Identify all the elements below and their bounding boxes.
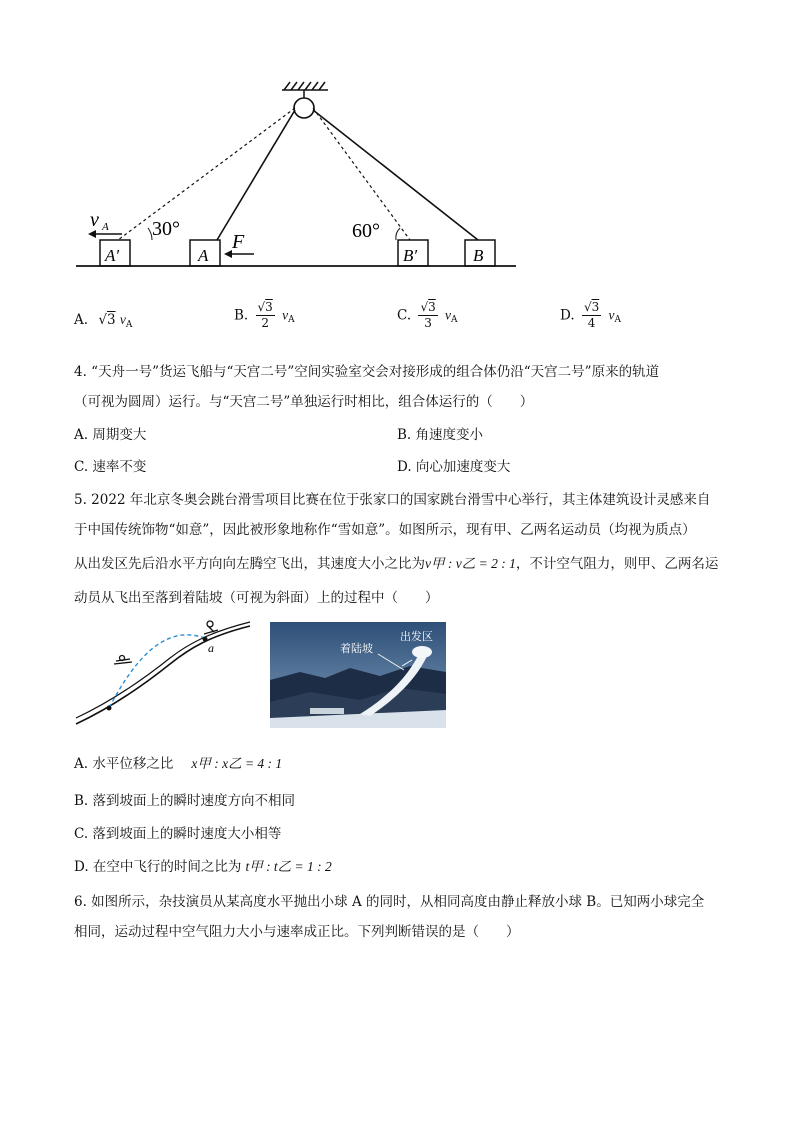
- q4-option-c: C. 速率不变: [74, 459, 147, 475]
- q4-option-b: B. 角速度变小: [397, 427, 484, 443]
- q5-line-4: 动员从飞出至落到着陆坡（可视为斜面）上的过程中（ ）: [74, 590, 439, 606]
- var-sub: A: [288, 315, 295, 325]
- q5-line-3-pre: 从出发区先后沿水平方向向左腾空飞出，其速度大小之比为: [74, 556, 425, 572]
- label-force: F: [232, 231, 245, 253]
- q4-option-a: A. 周期变大: [74, 427, 147, 443]
- q5-option-b: B. 落到坡面上的瞬时速度方向不相同: [74, 793, 296, 809]
- q4-line-1: 4. “天舟一号”货运飞船与“天宫二号”空间实验室交会对接形成的组合体仍沿“天宫二号”原来的轨道: [74, 364, 660, 380]
- photo-label-start: 出发区: [400, 630, 433, 643]
- q3-option-c: C. $\frac{√3}{3}$ $v_A$: [397, 300, 458, 330]
- label-box-a: A: [198, 246, 209, 265]
- frac-num: 3: [428, 300, 436, 314]
- q3-option-a: A. √3 $v_A$: [74, 312, 133, 330]
- label-angle-60: 60°: [352, 220, 380, 242]
- frac-den: 3: [424, 316, 432, 330]
- var-sub: A: [614, 315, 622, 325]
- var-v: v: [445, 307, 452, 323]
- rope-a: [217, 110, 295, 240]
- pulley: [294, 98, 314, 118]
- ski-jump-photo: [270, 622, 446, 728]
- q4-option-d: D. 向心加速度变大: [397, 459, 511, 475]
- var-v: v: [282, 307, 289, 323]
- q6-line-2: 相同，运动过程中空气阻力大小与速率成正比。下列判断错误的是（ ）: [74, 924, 520, 940]
- label-point-a: a: [208, 641, 214, 655]
- q5-option-d-math: t甲 : t乙 = 1 : 2: [245, 859, 332, 874]
- force-arrowhead: [224, 250, 232, 258]
- frac-den: 2: [261, 316, 269, 330]
- label-box-b-prime: B′: [403, 246, 418, 265]
- option-label: A.: [74, 312, 89, 328]
- velocity-arrowhead: [88, 230, 96, 238]
- q3-option-d: D. $\frac{√3}{4}$ $v_A$: [560, 300, 622, 330]
- q5-speed-ratio: v甲 : v乙 = 2 : 1: [425, 556, 516, 571]
- q5-option-d-text: D. 在空中飞行的时间之比为: [74, 859, 242, 875]
- frac-den: 4: [587, 316, 596, 330]
- option-label: D.: [560, 307, 575, 324]
- q5-line-3-post: ，不计空气阻力，则甲、乙两名运: [515, 556, 719, 572]
- var-sub: A: [125, 320, 133, 330]
- var-v: v: [608, 307, 615, 323]
- landing-point: [107, 706, 112, 711]
- angle-arc-60: [396, 228, 400, 240]
- label-box-b: B: [473, 246, 484, 265]
- ski-jump-photo-art: [270, 622, 446, 728]
- label-angle-30: 30°: [152, 218, 180, 240]
- q6-line-1: 6. 如图所示，杂技演员从某高度水平抛出小球 A 的同时，从相同高度由静止释放小球 B。已知两小球完全: [74, 894, 705, 910]
- point-a: [203, 637, 208, 642]
- q5-line-2: 于中国传统饰物“如意”，因此被形象地称作“雪如意”。如图所示，现有甲、乙两名运动员（均视为质点）: [74, 522, 696, 538]
- option-label: C.: [397, 307, 412, 324]
- label-va-sub: A: [102, 221, 109, 233]
- ceiling-support: [282, 82, 328, 98]
- photo-label-slope: 着陆坡: [340, 642, 373, 655]
- label-va: v: [90, 209, 99, 231]
- var-sub: A: [451, 315, 458, 325]
- skier-flying-icon: [114, 656, 132, 665]
- var-v: v: [119, 312, 126, 327]
- q5-line-3: [74, 552, 718, 572]
- q5-option-d: [74, 855, 332, 875]
- q3-option-b: B. $\frac{√3}{2}$ $v_A$: [234, 300, 295, 330]
- q5-line-1: 5. 2022 年北京冬奥会跳台滑雪项目比赛在位于张家口的国家跳台滑雪中心举行，其主体建筑设计灵感来自: [74, 492, 711, 508]
- sqrt-value: 3: [106, 312, 116, 328]
- q5-option-a: [74, 752, 282, 772]
- pulley-figure: [70, 80, 530, 280]
- ski-jump-diagram: [70, 618, 260, 730]
- label-box-a-prime: A′: [105, 246, 120, 265]
- option-label: B.: [234, 307, 249, 324]
- q5-option-c: C. 落到坡面上的瞬时速度大小相等: [74, 826, 282, 842]
- frac-num: 3: [591, 300, 600, 314]
- frac-num: 3: [265, 300, 273, 314]
- rope-a-prime: [118, 108, 295, 240]
- q4-line-2: （可视为圆周）运行。与“天宫二号”单独运行时相比，组合体运行的（ ）: [74, 394, 534, 410]
- q5-option-a-text: A. 水平位移之比: [74, 756, 174, 772]
- q5-option-a-math: x甲 : x乙 = 4 : 1: [191, 756, 283, 771]
